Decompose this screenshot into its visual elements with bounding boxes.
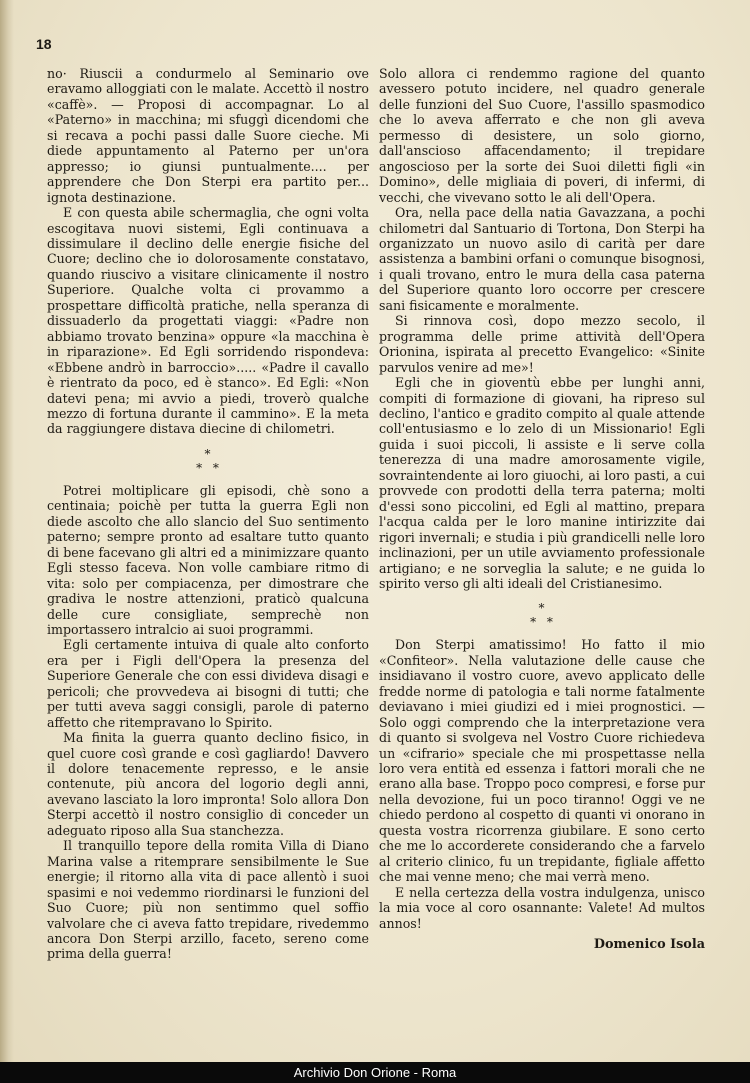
paragraph: no· Riuscii a condurmelo al Seminario ove eravamo alloggiati con le malate. Accettò il nostro «caffè». — Proposi di accompagnar. Lo al «Paterno» in macchina; mi sfuggì dicendomi che si recava a pochi passi dalle Suore cieche. Mi diede appuntamento al Paterno per un'ora appresso; io giunsi puntualmente.... per apprendere che Don Sterpi era partito per... ignota destinazione. [47,66,370,205]
page-spine-shadow [0,0,14,1083]
left-column [47,66,369,962]
paragraph: Egli che in gioventù ebbe per lunghi anni, compiti di formazione di giovani, ha ripreso sul declino, l'antico e gradito compito al quale attende coll'entusiasmo e lo zelo di un Missionario! Egli guida i suoi piccoli, li assiste e li serve colla tenerezza di una madre amorosamente vigile, sovraintendente ai loro giuochi, ai loro pasti, a cui provvede con prodotti della terra paterna; molti d'essi sono piccolini, ed Egli al mattino, prepara l'acqua calda per le loro manine intirizzite dai rigori invernali; e studia i più grandicelli nelle loro inclinazioni, per un utile avviamento professionale artigiano; e ne sorveglia la salute; e ne guida lo spirito verso gli alti ideali del Cristianesimo. [379,375,705,591]
divider-asterisk: * [196,460,204,475]
paragraph: Solo allora ci rendemmo ragione del quanto avessero potuto incidere, nel quadro generale delle funzioni del Suo Cuore, l'assillo spasmodico che lo aveva afferrato e che non gli aveva permesso di desistere, un solo giorno, dall'anscioso affacendamento; il trepidare angoscioso per la sorte dei Suoi diletti figli «in Domino», delle migliaia di poveri, di infermi, di vecchi, che vivevano sotto le ali dell'Opera. [379,66,705,205]
paragraph: Don Sterpi amatissimo! Ho fatto il mio «Confiteor». Nella valutazione delle cause che insidiavano il vostro cuore, avevo applicato delle fredde norme di patologia e tali norme fatalmente deviavano i miei giudizi ed i miei prognostici. — Solo oggi comprendo che la interpretazione vera di quanto si svolgeva nel Vostro Cuore richiedeva un «cifrario» speciale che mi prospettasse nella loro vera entità ed essenza i fattori morali che ne erano alla base. Troppo poco compresi, e forse pur nella devozione, fui un poco tiranno! Oggi ve ne chiedo perdono al cospetto di quanti vi onorano in questa vostra ricorrenza giubilare. E sono certo che me lo accorderete considerando che a farvelo al criterio clinico, fu un trepidante, figliale affetto che mai venne meno; che mai verrà meno. [379,637,705,885]
divider-asterisk: * [204,446,212,461]
paragraph: E con questa abile schermaglia, che ogni volta escogitava nuovi sistemi, Egli continuava a dissimulare il declino delle energie fisiche del Cuore; declino che io dolorosamente constatavo, quando riuscivo a visitare clinicamente il nostro Superiore. Qualche volta ci provammo a prospettare difficoltà pratiche, nella speranza di dissuaderlo da progettati viaggi: «Padre non abbiamo trovato benzina» oppure «la macchina è in riparazione». Ed Egli sorridendo rispondeva: «Ebbene andrò in barroccio»..... «Padre il cavallo è rientrato da poco, ed è stanco». Ed Egli: «Non datevi pena; mi avvio a piedi, troverò qualche mezzo di fortuna durante il cammino». E la meta da raggiungere distava diecine di chilometri. [47,205,369,437]
divider-asterisk: * [546,615,554,630]
paragraph: Potrei moltiplicare gli episodi, chè sono a centinaia; poichè per tutta la guerra Egli non diede ascolto che allo slancio del Suo sentimento paterno; sempre pronto ad esaltare tutto quanto di bene facevano gli altri ed a minimizzare quanto Egli stesso faceva. Non volle cambiare ritmo di vita: solo per compiacenza, per dimostrare che gradiva le nostre attenzioni, praticò qualcuna delle cure consigliate, semprechè non importassero intralcio ai suoi programmi. [47,482,369,637]
paragraph: Ma finita la guerra quanto declino fisico, in quel cuore così grande e così gagliardo! Davvero il dolore tenacemente represso, e le ansie contenute, più ancora del logorio degli anni, avevano lasciato la loro impronta! Solo allora Don Sterpi accettò il nostro consiglio di conceder un adeguato riposo alla Sua stanchezza. [47,730,369,838]
section-divider [47,447,369,475]
divider-asterisk: * [530,615,538,630]
page-number: 18 [36,36,52,52]
author-signature: Domenico Isola [593,937,705,953]
paragraph: Si rinnova così, dopo mezzo secolo, il programma delle prime attività dell'Opera Orionina, ispirata al precetto Evangelico: «Sinite parvulos venire ad me»! [379,313,705,375]
divider-asterisk: * [212,460,220,475]
archive-footer: Archivio Don Orione - Roma [0,1062,750,1083]
divider-asterisk: * [538,601,546,616]
paragraph: Ora, nella pace della natia Gavazzana, a pochi chilometri dal Santuario di Tortona, Don Sterpi ha organizzato un nuovo asilo di carità per dare assistenza a bambini orfani o comunque bisognosi, i quali trovano, entro le mura della casa paterna del Superiore quanto loro occorre per crescere sani fisicamente e moralmente. [379,205,705,313]
section-divider [379,601,705,629]
paragraph: Egli certamente intuiva di quale alto conforto era per i Figli dell'Opera la presenza del Superiore Generale che con essi divideva disagi e pericoli; che provvedeva ai bisogni di tutti; che per tutti aveva saggi consigli, parole di paterno affetto che ritempravano lo Spirito. [47,637,369,730]
right-column [379,66,705,952]
paragraph: E nella certezza della vostra indulgenza, unisco la mia voce al coro osannante: Valete! Ad multos annos! [379,884,705,931]
paragraph: Il tranquillo tepore della romita Villa di Diano Marina valse a ritemprare sensibilmente le Sue energie; il ritorno alla vita di pace allentò i suoi spasimi e noi vedemmo riordinarsi le funzioni del Suo Cuore; più non sentimmo quel soffio valvolare che ci aveva fatto trepidare, rivedemmo ancora Don Sterpi arzillo, faceto, sereno come prima della guerra! [47,838,369,962]
